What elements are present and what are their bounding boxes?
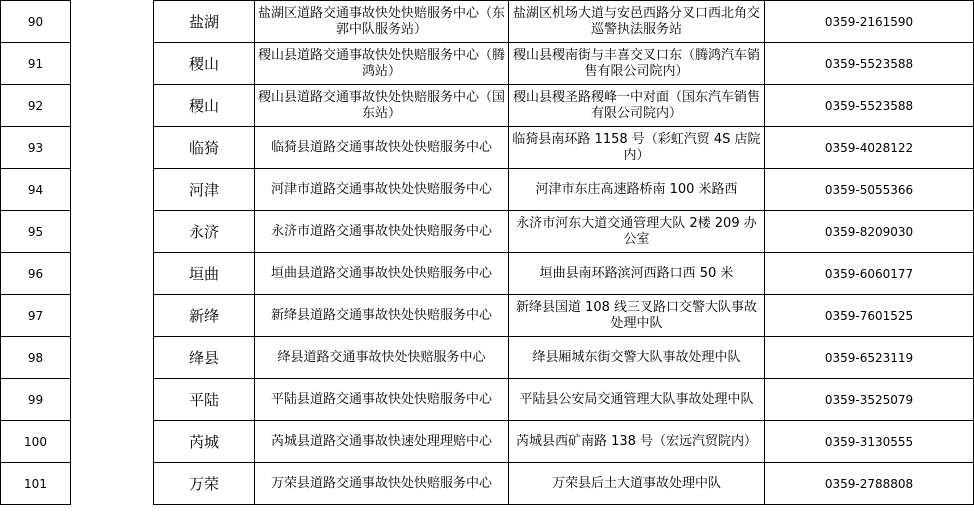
center-name-cell: 万荣县道路交通事故快处快赔服务中心 bbox=[255, 463, 509, 505]
address-cell: 河津市东庄高速路桥南 100 米路西 bbox=[509, 169, 765, 211]
city-cell: 芮城 bbox=[154, 421, 255, 463]
center-name-cell: 新绛县道路交通事故快处快赔服务中心 bbox=[255, 295, 509, 337]
address-cell: 稷山县稷圣路稷峰一中对面（国东汽车销售有限公司院内） bbox=[509, 85, 765, 127]
row-number: 95 bbox=[1, 211, 71, 253]
phone-cell: 0359-3525079 bbox=[765, 379, 974, 421]
phone-cell: 0359-5523588 bbox=[765, 85, 974, 127]
city-cell: 稷山 bbox=[154, 85, 255, 127]
row-number: 96 bbox=[1, 253, 71, 295]
phone-cell: 0359-5523588 bbox=[765, 43, 974, 85]
center-name-cell: 芮城县道路交通事故快速处理理赔中心 bbox=[255, 421, 509, 463]
center-name-cell: 稷山县道路交通事故快处快赔服务中心（国东站） bbox=[255, 85, 509, 127]
center-name-cell: 盐湖区道路交通事故快处快赔服务中心（东郭中队服务站） bbox=[255, 1, 509, 43]
row-number: 90 bbox=[1, 1, 71, 43]
center-name-cell: 河津市道路交通事故快处快赔服务中心 bbox=[255, 169, 509, 211]
row-number: 99 bbox=[1, 379, 71, 421]
address-cell: 稷山县稷南街与丰喜交叉口东（腾鸿汽车销售有限公司院内） bbox=[509, 43, 765, 85]
city-cell: 新绛 bbox=[154, 295, 255, 337]
center-name-cell: 垣曲县道路交通事故快处快赔服务中心 bbox=[255, 253, 509, 295]
phone-cell: 0359-8209030 bbox=[765, 211, 974, 253]
phone-cell: 0359-3130555 bbox=[765, 421, 974, 463]
row-number: 98 bbox=[1, 337, 71, 379]
address-cell: 永济市河东大道交通管理大队 2楼 209 办公室 bbox=[509, 211, 765, 253]
city-cell: 临猗 bbox=[154, 127, 255, 169]
city-cell: 盐湖 bbox=[154, 1, 255, 43]
table-row bbox=[1, 1, 974, 43]
phone-cell: 0359-6060177 bbox=[765, 253, 974, 295]
address-cell: 新绛县国道 108 线三叉路口交警大队事故处理中队 bbox=[509, 295, 765, 337]
phone-cell: 0359-4028122 bbox=[765, 127, 974, 169]
row-number: 101 bbox=[1, 463, 71, 505]
address-cell: 芮城县西矿南路 138 号（宏远汽贸院内） bbox=[509, 421, 765, 463]
row-number: 91 bbox=[1, 43, 71, 85]
center-name-cell: 稷山县道路交通事故快处快赔服务中心（腾鸿站） bbox=[255, 43, 509, 85]
city-cell: 垣曲 bbox=[154, 253, 255, 295]
table-body bbox=[1, 1, 974, 505]
center-name-cell: 平陆县道路交通事故快处快赔服务中心 bbox=[255, 379, 509, 421]
phone-cell: 0359-6523119 bbox=[765, 337, 974, 379]
phone-cell: 0359-2788808 bbox=[765, 463, 974, 505]
city-cell: 永济 bbox=[154, 211, 255, 253]
center-name-cell: 永济市道路交通事故快处快赔服务中心 bbox=[255, 211, 509, 253]
row-number: 92 bbox=[1, 85, 71, 127]
center-name-cell: 绛县道路交通事故快处快赔服务中心 bbox=[255, 337, 509, 379]
city-cell: 平陆 bbox=[154, 379, 255, 421]
row-number: 97 bbox=[1, 295, 71, 337]
row-number: 94 bbox=[1, 169, 71, 211]
city-cell: 河津 bbox=[154, 169, 255, 211]
blank-merged-cell bbox=[71, 1, 154, 505]
phone-cell: 0359-7601525 bbox=[765, 295, 974, 337]
row-number: 93 bbox=[1, 127, 71, 169]
address-cell: 万荣县后土大道事故处理中队 bbox=[509, 463, 765, 505]
address-cell: 平陆县公安局交通管理大队事故处理中队 bbox=[509, 379, 765, 421]
row-number: 100 bbox=[1, 421, 71, 463]
city-cell: 万荣 bbox=[154, 463, 255, 505]
address-cell: 盐湖区机场大道与安邑西路分叉口西北角交巡警执法服务站 bbox=[509, 1, 765, 43]
city-cell: 绛县 bbox=[154, 337, 255, 379]
phone-cell: 0359-2161590 bbox=[765, 1, 974, 43]
address-cell: 临猗县南环路 1158 号（彩虹汽贸 4S 店院内） bbox=[509, 127, 765, 169]
city-cell: 稷山 bbox=[154, 43, 255, 85]
phone-cell: 0359-5055366 bbox=[765, 169, 974, 211]
center-name-cell: 临猗县道路交通事故快处快赔服务中心 bbox=[255, 127, 509, 169]
address-cell: 绛县厢城东街交警大队事故处理中队 bbox=[509, 337, 765, 379]
address-cell: 垣曲县南环路滨河西路口西 50 米 bbox=[509, 253, 765, 295]
